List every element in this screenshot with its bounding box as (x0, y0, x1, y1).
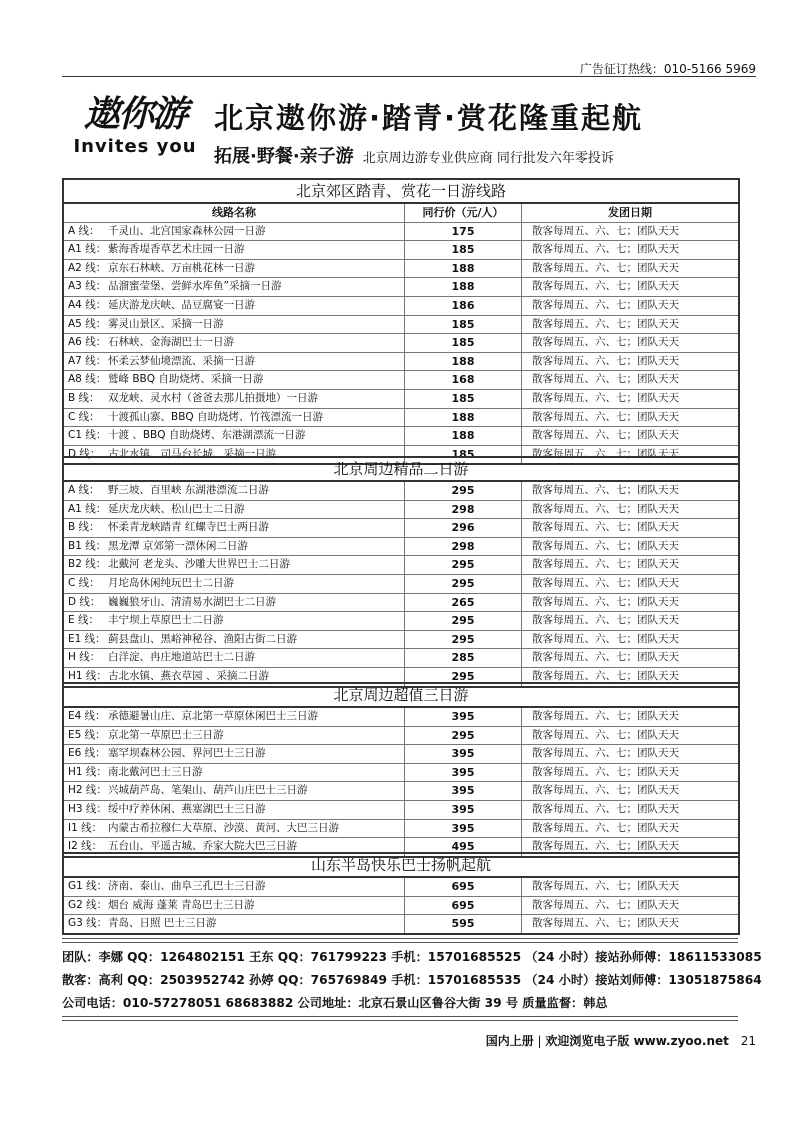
contact-info (62, 946, 762, 1015)
subline-activities: 拓展·野餐·亲子游 (214, 146, 354, 167)
route-name: 品溜蜜莹堡、尝鲜水库鱼”采摘一日游 (108, 280, 282, 293)
table-row (64, 801, 738, 820)
route-price: 168 (404, 371, 522, 389)
table-row (64, 353, 738, 372)
route-code: E 线： (68, 614, 99, 627)
route-code: G3 线： (68, 917, 108, 930)
route-price: 298 (404, 538, 522, 556)
route-name: 青岛、日照 巴士三日游 (108, 917, 217, 930)
route-code: C1 线： (68, 429, 107, 442)
route-code: I2 线： (68, 840, 103, 853)
route-section-one-day (62, 178, 740, 465)
route-departure: 散客每周五、六、七；团队天天 (532, 576, 679, 589)
table-row (64, 278, 738, 297)
route-code: H3 线： (68, 802, 107, 815)
route-name: 京北第一草原巴士三日游 (108, 728, 224, 741)
section-title: 北京郊区踏青、赏花一日游线路 (64, 180, 738, 204)
ad-hotline: 广告征订热线：010-5166 5969 (579, 62, 756, 76)
route-name: 古北水镇、燕衣草园 、采摘二日游 (108, 669, 269, 682)
route-code: A3 线： (68, 280, 107, 293)
route-departure: 散客每周五、六、七；团队天天 (532, 917, 679, 930)
route-departure: 散客每周五、六、七；团队天天 (532, 298, 679, 311)
table-row (64, 409, 738, 428)
route-departure: 散客每周五、六、七；团队天天 (532, 669, 679, 682)
route-departure: 散客每周五、六、七；团队天天 (532, 880, 679, 892)
route-departure: 散客每周五、六、七；团队天天 (532, 539, 679, 552)
logo-chinese: 遨你游 (83, 93, 186, 135)
footer-volume: 国内上册 (485, 1034, 534, 1048)
route-departure: 散客每周五、六、七；团队天天 (532, 484, 679, 496)
route-price: 188 (404, 427, 522, 445)
route-code: A 线： (68, 224, 100, 237)
table-row (64, 371, 738, 390)
route-price: 188 (404, 278, 522, 296)
route-name: 丰宁坝上草原巴士二日游 (108, 614, 224, 627)
route-section-shandong (62, 852, 740, 935)
route-code: H 线： (68, 651, 101, 664)
table-row (64, 708, 738, 727)
footer-website: 欢迎浏览电子版 www.zyoo.net (545, 1034, 729, 1048)
route-name: 巍巍狼牙山、清清易水湖巴士二日游 (108, 595, 276, 608)
route-price: 265 (404, 594, 522, 612)
route-code: A5 线： (68, 317, 107, 330)
route-price: 295 (404, 668, 522, 686)
route-code: A1 线： (68, 502, 107, 515)
route-price: 186 (404, 297, 522, 315)
route-name: 五台山、平遥古城、乔家大院大巴三日游 (108, 840, 297, 853)
page-subline (214, 142, 614, 168)
route-price: 298 (404, 501, 522, 519)
route-departure: 散客每周五、六、七；团队天天 (532, 728, 679, 741)
table-row (64, 223, 738, 242)
route-price: 185 (404, 446, 522, 464)
table-row (64, 297, 738, 316)
table-row (64, 482, 738, 501)
route-price: 295 (404, 556, 522, 574)
route-departure: 散客每周五、六、七；团队天天 (532, 502, 679, 515)
route-section-two-day (62, 456, 740, 688)
route-code: I1 线： (68, 821, 103, 834)
route-price: 185 (404, 334, 522, 352)
section-title: 北京周边超值三日游 (64, 684, 738, 708)
route-code: B 线： (68, 391, 100, 404)
table-row (64, 612, 738, 631)
column-header-price: 同行价（元/人） (404, 204, 522, 222)
route-departure: 散客每周五、六、七；团队天天 (532, 632, 679, 645)
route-departure: 散客每周五、六、七；团队天天 (532, 391, 679, 404)
column-header-date: 发团日期 (608, 206, 652, 219)
route-name: 怀柔云梦仙境漂流、采摘一日游 (108, 354, 255, 367)
route-name: 蓟县盘山、黑峪神秘谷、渔阳古街二日游 (108, 632, 297, 645)
contact-team: 团队：李娜 QQ：1264802151 王东 QQ：761799223 手机：15701685525 （24 小时）接站孙师傅：18611533085 (62, 950, 762, 964)
route-code: C 线： (68, 410, 100, 423)
table-row (64, 316, 738, 335)
route-name: 千灵山、北宫国家森林公园一日游 (108, 224, 266, 237)
table-row (64, 241, 738, 260)
route-code: A2 线： (68, 261, 107, 274)
route-price: 295 (404, 575, 522, 593)
route-code: C 线： (68, 576, 100, 589)
route-name: 雾灵山景区、采摘一日游 (108, 317, 224, 330)
route-departure: 散客每周五、六、七；团队天天 (532, 651, 679, 664)
route-code: H1 线： (68, 669, 107, 682)
route-name: 烟台 威海 蓬莱 青岛巴士三日游 (108, 898, 255, 911)
route-price: 185 (404, 390, 522, 408)
table-row (64, 334, 738, 353)
route-departure: 散客每周五、六、七；团队天天 (532, 710, 679, 722)
footer-page-number: 21 (740, 1034, 756, 1048)
route-departure: 散客每周五、六、七；团队天天 (532, 243, 679, 256)
route-departure: 散客每周五、六、七；团队天天 (532, 747, 679, 760)
page-footer (486, 1032, 756, 1049)
route-name: 黑龙潭 京郊第一漂休闲二日游 (108, 539, 248, 552)
route-departure: 散客每周五、六、七；团队天天 (532, 373, 679, 386)
table-row (64, 820, 738, 839)
table-row (64, 556, 738, 575)
table-row (64, 745, 738, 764)
route-departure: 散客每周五、六、七；团队天天 (532, 898, 679, 911)
table-row (64, 575, 738, 594)
route-code: A1 线： (68, 243, 107, 256)
route-price: 295 (404, 631, 522, 649)
table-row (64, 764, 738, 783)
route-price: 495 (404, 838, 522, 856)
route-code: A4 线： (68, 298, 107, 311)
table-row (64, 782, 738, 801)
route-name: 月坨岛休闲纯玩巴士二日游 (108, 576, 234, 589)
table-row (64, 519, 738, 538)
route-price: 695 (404, 878, 522, 896)
table-row (64, 727, 738, 746)
route-departure: 散客每周五、六、七；团队天天 (532, 595, 679, 608)
route-name: 南北戴河巴士三日游 (108, 765, 203, 778)
route-code: D 线： (68, 447, 101, 460)
contact-individual: 散客：高利 QQ：2503952742 孙婷 QQ：765769849 手机：15701685535 （24 小时）接站刘师傅：13051875864 (62, 973, 762, 987)
route-price: 188 (404, 260, 522, 278)
contacts-divider-top (62, 938, 738, 943)
route-price: 188 (404, 353, 522, 371)
route-name: 鹫峰 BBQ 自助烧烤、采摘一日游 (108, 373, 264, 386)
route-name: 京东石林峡、万亩桃花林一日游 (108, 261, 255, 274)
route-price: 296 (404, 519, 522, 537)
route-departure: 散客每周五、六、七；团队天天 (532, 354, 679, 367)
table-row (64, 915, 738, 933)
route-price: 175 (404, 223, 522, 241)
route-price: 185 (404, 316, 522, 334)
table-header (64, 204, 738, 223)
route-departure: 散客每周五、六、七；团队天天 (532, 840, 679, 853)
route-price: 395 (404, 782, 522, 800)
table-row (64, 897, 738, 916)
route-departure: 散客每周五、六、七；团队天天 (532, 261, 679, 274)
section-title: 北京周边精品二日游 (64, 458, 738, 482)
route-departure: 散客每周五、六、七；团队天天 (532, 614, 679, 627)
route-name: 双龙峡、灵水村（爸爸去那儿拍摄地）一日游 (108, 391, 318, 404)
table-row (64, 649, 738, 668)
route-departure: 散客每周五、六、七；团队天天 (532, 224, 679, 237)
route-name: 古北水镇、司马台长城、采摘一日游 (108, 447, 276, 460)
route-name: 怀柔青龙峡踏青 红螺寺巴士两日游 (108, 521, 269, 534)
route-departure: 散客每周五、六、七；团队天天 (532, 802, 679, 815)
route-name: 石林峡、金海湖巴士一日游 (108, 336, 234, 349)
route-name: 延庆游龙庆峡、品豆腐宴一日游 (108, 298, 255, 311)
route-code: E4 线： (68, 710, 106, 722)
route-code: B1 线： (68, 539, 107, 552)
route-code: A7 线： (68, 354, 107, 367)
route-code: E6 线： (68, 747, 106, 760)
route-name: 内蒙古希拉穆仁大草原、沙漠、黄河、大巴三日游 (108, 821, 339, 834)
route-price: 395 (404, 764, 522, 782)
route-departure: 散客每周五、六、七；团队天天 (532, 447, 679, 460)
table-row (64, 260, 738, 279)
logo-english: Invites you (73, 136, 197, 157)
route-price: 395 (404, 820, 522, 838)
section-title: 山东半岛快乐巴士扬帆起航 (64, 854, 738, 878)
subline-tagline: 北京周边游专业供应商 同行批发六年零投诉 (362, 151, 614, 166)
top-divider (62, 76, 756, 77)
contact-company: 公司电话：010-57278051 68683882 公司地址：北京石景山区鲁谷大街 39 号 质量监督：韩总 (62, 996, 608, 1010)
route-name: 十渡 、BBQ 自助烧烤、东港湖漂流一日游 (108, 429, 306, 442)
route-name: 北戴河 老龙头、沙雕大世界巴士二日游 (108, 558, 290, 571)
route-price: 595 (404, 915, 522, 933)
route-price: 295 (404, 482, 522, 500)
table-row (64, 538, 738, 557)
route-code: A8 线： (68, 373, 107, 386)
route-departure: 散客每周五、六、七；团队天天 (532, 410, 679, 423)
route-code: B 线： (68, 521, 100, 534)
route-code: H2 线： (68, 784, 107, 797)
route-price: 395 (404, 708, 522, 726)
route-name: 白洋淀、冉庄地道站巴士二日游 (108, 651, 255, 664)
route-departure: 散客每周五、六、七；团队天天 (532, 784, 679, 797)
page-header (62, 86, 756, 172)
route-price: 188 (404, 409, 522, 427)
route-code: G1 线： (68, 880, 108, 892)
route-name: 延庆龙庆峡、松山巴士二日游 (108, 502, 245, 515)
route-departure: 散客每周五、六、七；团队天天 (532, 280, 679, 293)
table-row (64, 501, 738, 520)
route-price: 295 (404, 612, 522, 630)
contacts-divider-bottom (62, 1016, 738, 1021)
route-code: D 线： (68, 595, 101, 608)
route-price: 695 (404, 897, 522, 915)
footer-separator: | (537, 1034, 546, 1048)
route-code: A6 线： (68, 336, 107, 349)
route-code: E1 线： (68, 632, 106, 645)
route-price: 295 (404, 727, 522, 745)
table-row (64, 878, 738, 897)
route-section-three-day (62, 682, 740, 858)
route-price: 395 (404, 801, 522, 819)
table-row (64, 594, 738, 613)
route-name: 野三坡、百里峡 东湖港漂流二日游 (108, 484, 269, 496)
route-departure: 散客每周五、六、七；团队天天 (532, 558, 679, 571)
route-code: E5 线： (68, 728, 106, 741)
brand-logo (62, 92, 208, 158)
route-departure: 散客每周五、六、七；团队天天 (532, 336, 679, 349)
route-name: 兴城葫芦岛、笔架山、葫芦山庄巴士三日游 (108, 784, 308, 797)
route-code: B2 线： (68, 558, 107, 571)
route-price: 185 (404, 241, 522, 259)
route-name: 绥中疗养休闲、燕塞湖巴士三日游 (108, 802, 266, 815)
route-departure: 散客每周五、六、七；团队天天 (532, 521, 679, 534)
route-departure: 散客每周五、六、七；团队天天 (532, 317, 679, 330)
column-header-name: 线路名称 (212, 206, 256, 219)
route-departure: 散客每周五、六、七；团队天天 (532, 765, 679, 778)
route-price: 285 (404, 649, 522, 667)
table-row (64, 390, 738, 409)
route-departure: 散客每周五、六、七；团队天天 (532, 429, 679, 442)
table-row (64, 427, 738, 446)
route-name: 紫海香堤香草艺术庄园一日游 (108, 243, 245, 256)
route-name: 济南、泰山、曲阜三孔巴士三日游 (108, 880, 266, 892)
route-code: G2 线： (68, 898, 108, 911)
route-name: 十渡孤山寨、BBQ 自助烧烤、竹筏漂流一日游 (108, 410, 324, 423)
route-departure: 散客每周五、六、七；团队天天 (532, 821, 679, 834)
route-name: 塞罕坝森林公园、界河巴士三日游 (108, 747, 266, 760)
route-code: A 线： (68, 484, 100, 496)
route-name: 承德避暑山庄、京北第一草原休闲巴士三日游 (108, 710, 318, 722)
route-code: H1 线： (68, 765, 107, 778)
table-row (64, 631, 738, 650)
page-headline: 北京遨你游·踏青·赏花隆重起航 (214, 101, 644, 135)
route-price: 395 (404, 745, 522, 763)
